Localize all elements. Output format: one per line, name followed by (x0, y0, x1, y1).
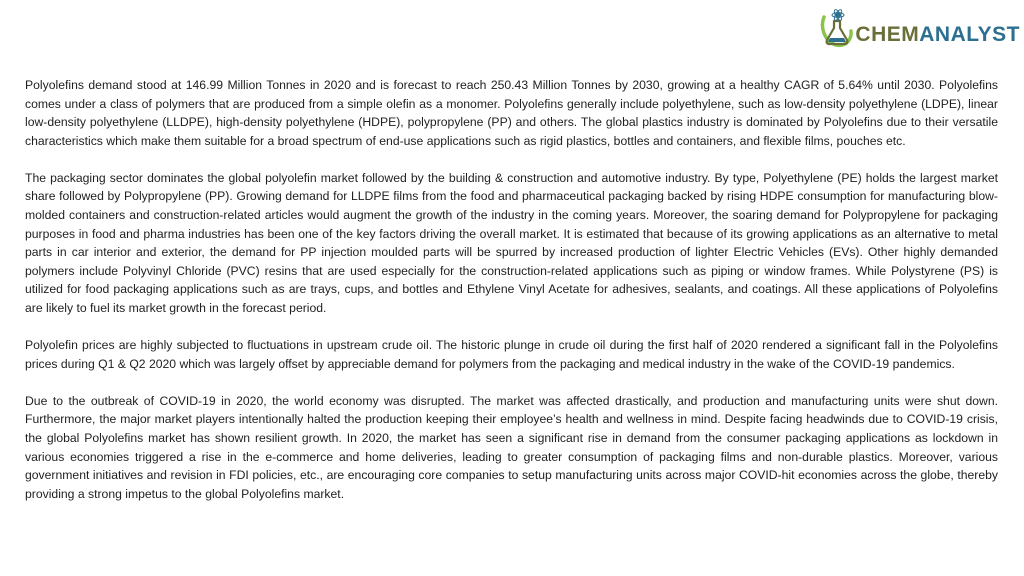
logo-text-analyst: ANALYST (919, 22, 1020, 46)
paragraph-packaging-sector: The packaging sector dominates the global polyolefin market followed by the building & construction and automotive industry. By type, Polyethylene (PE) holds the largest market share followed by Polypropylene (PP). Growing demand for LLDPE films from the food and pharmaceutical packaging backed by rising HDPE consumption for manufacturing blow-molded containers and construction-related articles would augment the growth of the industry in the coming years. Moreover, the soaring demand for Polypropylene for packaging purposes in food and pharma industries has been one of the key factors driving the overall market. It is estimated that because of its growing applications as an alternative to metal parts in car interior and exterior, the demand for PP injection moulded parts will be spurred by increased production of lighter Electric Vehicles (EVs). Other highly demanded polymers include Polyvinyl Chloride (PVC) resins that are used especially for the construction-related applications such as piping or window frames. While Polystyrene (PS) is utilized for food packaging applications such as are trays, cups, and bottles and Ethylene Vinyl Acetate for adhesives, sealants, and coatings. All these applications of Polyolefins are likely to fuel its market growth in the forecast period. (25, 170, 998, 316)
logo-wordmark (855, 24, 1020, 45)
paragraph-market-overview: Polyolefins demand stood at 146.99 Million Tonnes in 2020 and is forecast to reach 250.43 Million Tonnes by 2030, growing at a healthy CAGR of 5.64% until 2030. Polyolefins comes under a class of polymers that are produced from a simple olefin as a monomer. Polyolefins generally include polyethylene, such as low-density polyethylene (LDPE), linear low-density polyethylene (LLDPE), high-density polyethylene (HDPE), polypropylene (PP) and others. The global plastics industry is dominated by Polyolefins due to their versatile characteristics which make them suitable for a broad spectrum of end-use applications such as rigid plastics, bottles and containers, and flexible films, pouches etc. (25, 78, 998, 148)
flask-atom-icon (818, 9, 854, 49)
logo-text-chem: CHEM (855, 22, 920, 46)
document-body (25, 76, 998, 522)
paragraph-covid-impact: Due to the outbreak of COVID-19 in 2020, the world economy was disrupted. The market was affected drastically, and production and manufacturing units were shut down. Furthermore, the major market players intentionally halted the production keeping their employee’s health and wellness in mind. Despite facing headwinds due to COVID-19 crisis, the global Polyolefins market has shown resilient growth. In 2020, the market has seen a significant rise in demand from the consumer packaging applications as lockdown in various economies triggered a rise in the e-commerce and home deliveries, leading to greater consumption of packaging films and non-durable plastics. Moreover, various government initiatives and revision in FDI policies, etc., are encouraging core companies to setup manufacturing units across major COVID-hit economies across the globe, thereby providing a strong impetus to the global Polyolefins market. (25, 393, 998, 501)
chemanalyst-logo (818, 8, 1020, 50)
paragraph-prices: Polyolefin prices are highly subjected to fluctuations in upstream crude oil. The historic plunge in crude oil during the first half of 2020 rendered a significant fall in the Polyolefins prices during Q1 & Q2 2020 which was largely offset by appreciable demand for polymers from the packaging and medical industry in the wake of the COVID-19 pandemics. (25, 338, 998, 371)
